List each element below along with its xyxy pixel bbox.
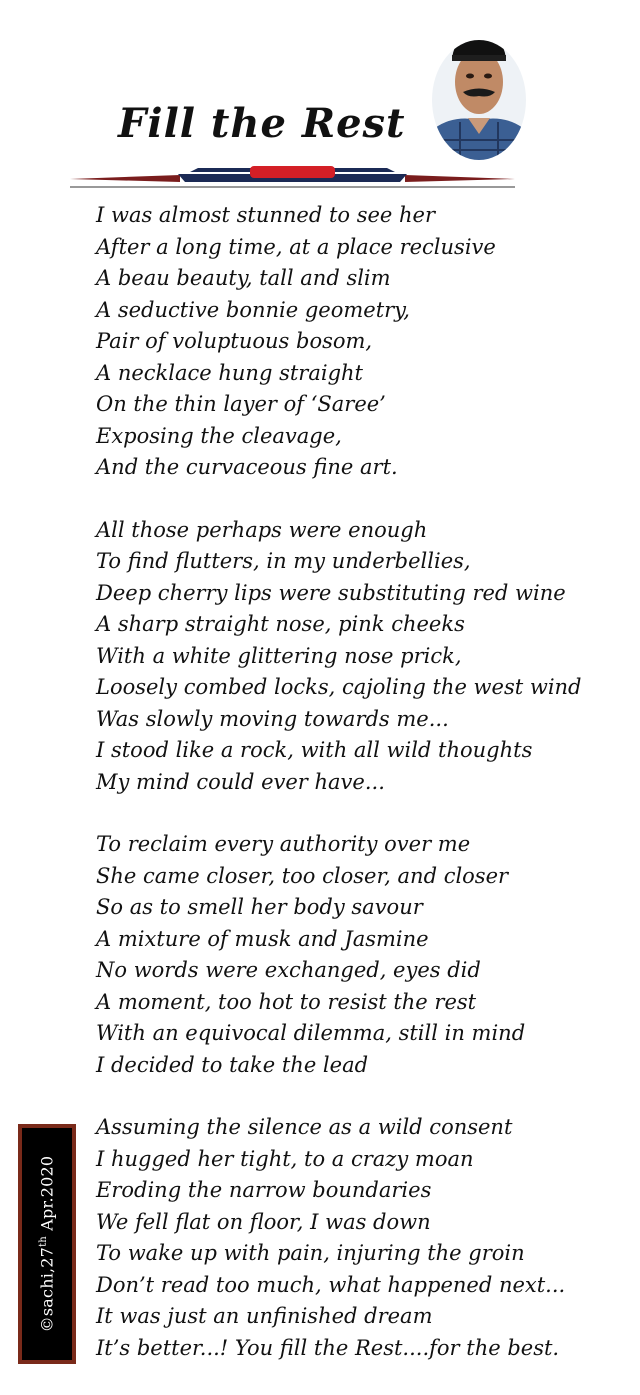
poem-line: On the thin layer of ‘Saree’ <box>96 392 386 416</box>
poem <box>96 200 626 1395</box>
copyright-text <box>38 1156 57 1333</box>
poem-line: I hugged her tight, to a crazy moan <box>96 1146 474 1171</box>
poem-line: So as to smell her body savour <box>96 895 423 919</box>
page-title: Fill the Rest <box>118 100 406 147</box>
poem-line: After a long time, at a place reclusive <box>96 234 496 259</box>
poem-line: A mixture of musk and Jasmine <box>96 926 429 951</box>
poem-line: Was slowly moving towards me... <box>96 706 449 731</box>
poem-line: With a white glittering nose prick, <box>96 643 462 668</box>
poem-line: Don’t read too much, what happened next... <box>96 1272 566 1297</box>
poem-line: I decided to take the lead <box>96 1052 369 1077</box>
poem-line: I was almost stunned to see her <box>96 203 435 227</box>
copyright-stamp <box>18 1124 76 1364</box>
poem-line: It was just an unfinished dream <box>96 1304 433 1328</box>
poem-line: Deep cherry lips were substituting red wine <box>96 580 566 605</box>
poem-line: Eroding the narrow boundaries <box>96 1178 432 1202</box>
poem-line: My mind could ever have... <box>96 769 385 794</box>
poem-line: A moment, too hot to resist the rest <box>96 989 477 1014</box>
stanza-1 <box>96 200 626 484</box>
poem-line: I stood like a rock, with all wild thoughts <box>96 738 533 762</box>
title-divider <box>70 160 515 190</box>
poem-line: A seductive bonnie geometry, <box>96 297 410 322</box>
poem-line: To reclaim every authority over me <box>96 832 471 856</box>
poem-line: We fell flat on floor, I was down <box>96 1209 431 1234</box>
poem-line: A beau beauty, tall and slim <box>96 266 391 290</box>
copyright-suffix: Apr.2020 <box>37 1155 57 1237</box>
stanza-3 <box>96 829 626 1081</box>
poem-line: It’s better...! You fill the Rest....for the best. <box>96 1335 560 1360</box>
poem-line: Exposing the cleavage, <box>96 423 342 448</box>
stanza-2 <box>96 515 626 799</box>
copyright-superscript: th <box>38 1236 50 1247</box>
poem-line: A sharp straight nose, pink cheeks <box>96 612 465 636</box>
poem-line: With an equivocal dilemma, still in mind <box>96 1021 526 1045</box>
header <box>0 0 640 200</box>
poem-line: She came closer, too closer, and closer <box>96 863 509 888</box>
poem-line: All those perhaps were enough <box>96 517 428 542</box>
poem-line: No words were exchanged, eyes did <box>96 958 481 982</box>
poem-line: To find flutters, in my underbellies, <box>96 549 471 573</box>
poem-line: Loosely combed locks, cajoling the west wind <box>96 675 582 699</box>
poem-line: And the curvaceous fine art. <box>96 455 398 479</box>
poem-line: A necklace hung straight <box>96 360 363 385</box>
poem-line: Pair of voluptuous bosom, <box>96 329 373 353</box>
copyright-prefix: ©sachi,27 <box>37 1246 57 1333</box>
author-portrait <box>430 22 528 162</box>
poem-line: To wake up with pain, injuring the groin <box>96 1241 525 1265</box>
stanza-4 <box>96 1112 626 1364</box>
poem-line: Assuming the silence as a wild consent <box>96 1115 513 1139</box>
